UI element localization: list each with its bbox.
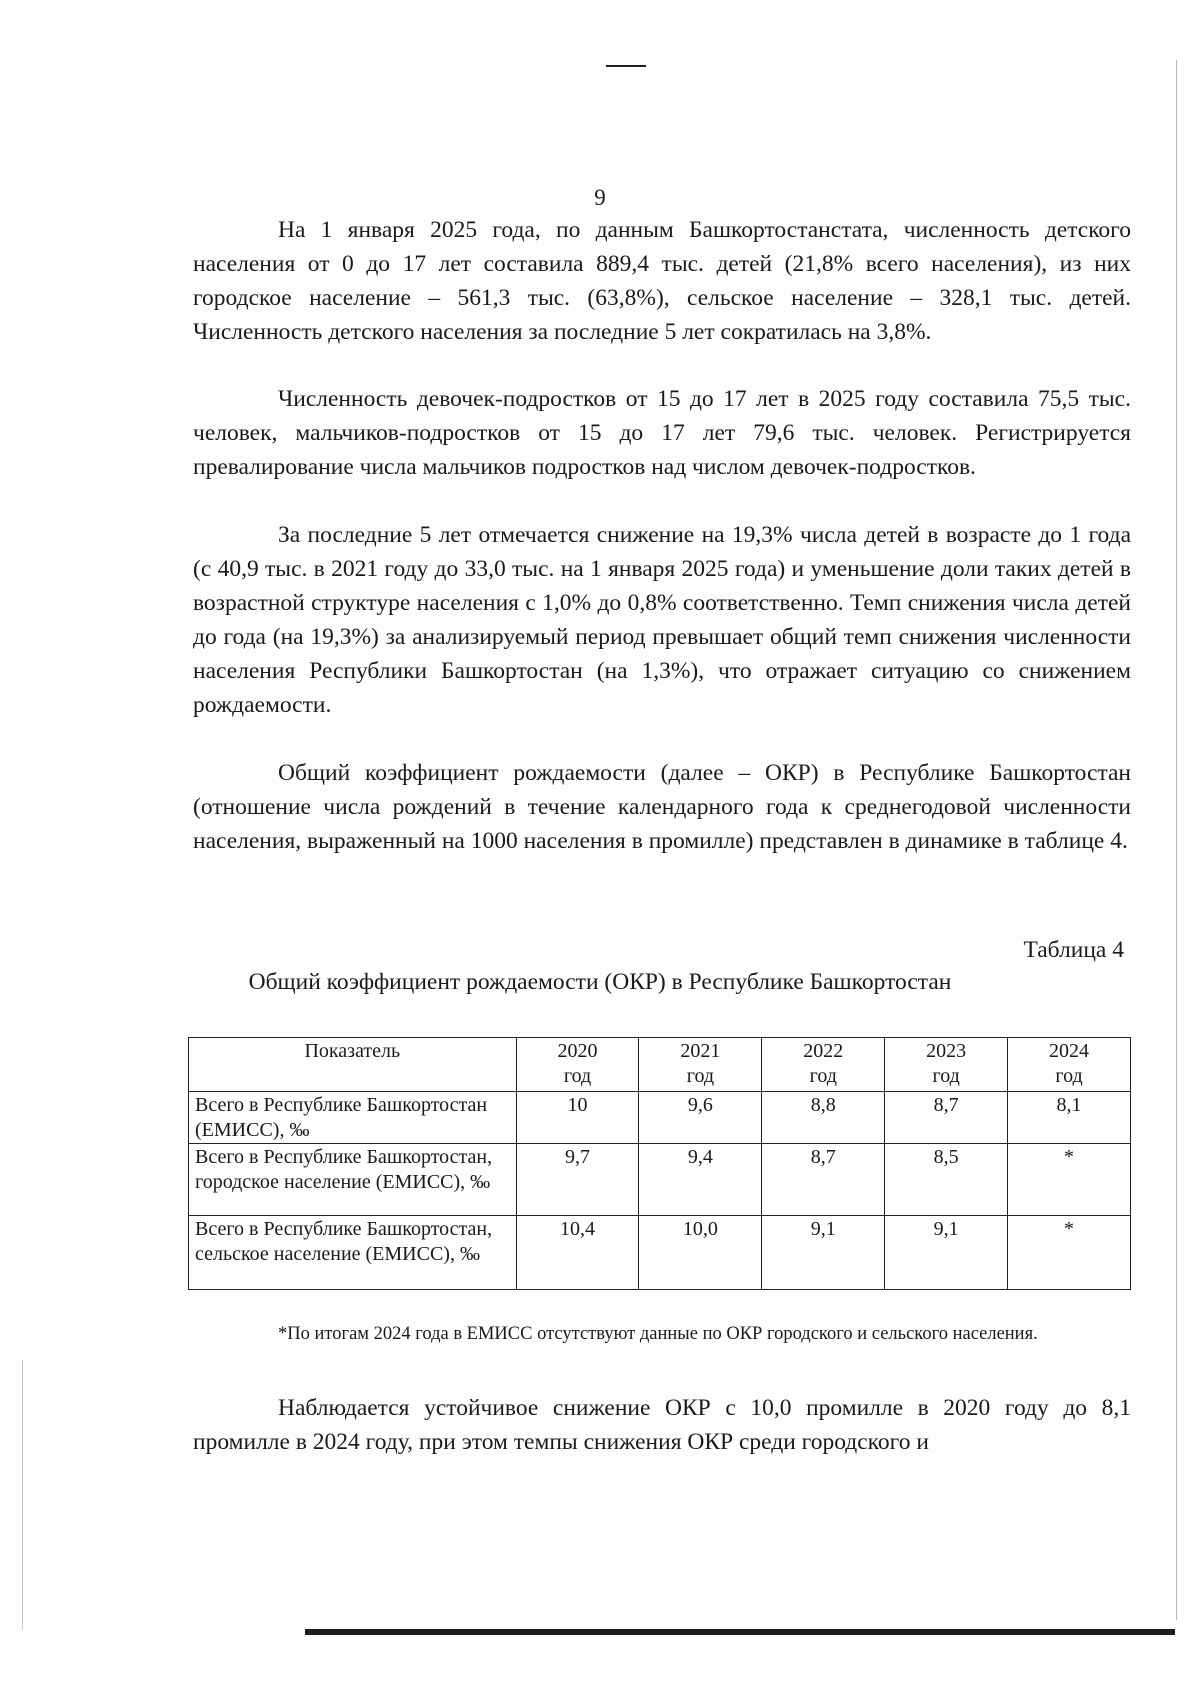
cell-value: 9,4	[639, 1144, 762, 1216]
cell-value: 8,1	[1008, 1092, 1131, 1144]
birth-rate-table	[188, 1037, 1131, 1290]
header-year: 2024 год	[1008, 1038, 1131, 1092]
header-year: 2021 год	[639, 1038, 762, 1092]
header-year: 2020 год	[516, 1038, 639, 1092]
cell-value: 9,7	[516, 1144, 639, 1216]
table-row	[189, 1144, 1131, 1216]
cell-value: 9,1	[885, 1216, 1008, 1290]
table-label: Таблица 4	[1023, 937, 1124, 963]
table-header-row	[189, 1038, 1131, 1092]
cell-value: *	[1008, 1216, 1131, 1290]
scan-bottom-bar	[305, 1629, 1175, 1635]
paragraph-adolescents: Численность девочек-подростков от 15 до 17 лет в 2025 году составила 75,5 тыс. человек, мальчиков-подростков от 15 до 17 лет 79,6 тыс. человек. Регистрируется превалирование числа мальчиков подростков над числом девочек-подростков.	[193, 386, 1131, 480]
row-label: Всего в Республике Башкортостан (ЕМИСС), ‰	[189, 1092, 517, 1144]
cell-value: 10,4	[516, 1216, 639, 1290]
row-label: Всего в Республике Башкортостан, сельское население (ЕМИСС), ‰	[189, 1216, 517, 1290]
table-row	[189, 1092, 1131, 1144]
cell-value: 8,8	[762, 1092, 885, 1144]
cell-value: 10,0	[639, 1216, 762, 1290]
table-row	[189, 1216, 1131, 1290]
table-footnote: *По итогам 2024 года в ЕМИСС отсутствуют данные по ОКР городского и сельского населения.	[278, 1324, 1038, 1344]
header-indicator: Показатель	[189, 1038, 517, 1092]
header-year: 2022 год	[762, 1038, 885, 1092]
page-number: 9	[594, 185, 606, 210]
top-rule	[606, 65, 646, 67]
header-year: 2023 год	[885, 1038, 1008, 1092]
cell-value: 8,7	[885, 1092, 1008, 1144]
cell-value: 10	[516, 1092, 639, 1144]
paragraph-infant-decline: За последние 5 лет отмечается снижение на 19,3% числа детей в возрасте до 1 года (с 40,9 тыс. в 2021 году до 33,0 тыс. на 1 января 2025 года) и уменьшение доли таких детей в возрастной структуре населения с 1,0% до 0,8% соответственно. Темп снижения числа детей до года (на 19,3%) за анализируемый период превышает общий темп снижения численности населения Республики Башкортостан (на 1,3%), что отражает ситуацию со снижением рождаемости.	[193, 522, 1131, 718]
cell-value: 8,7	[762, 1144, 885, 1216]
cell-value: 8,5	[885, 1144, 1008, 1216]
paragraph-birth-rate-intro: Общий коэффициент рождаемости (далее – ОКР) в Республике Башкортостан (отношение числа рождений в течение календарного года к среднегодовой численности населения, выраженный на 1000 населения в промилле) представлен в динамике в таблице 4.	[193, 760, 1131, 854]
paragraph-child-population: На 1 января 2025 года, по данным Башкортостанстата, численность детского населения от 0 до 17 лет составила 889,4 тыс. детей (21,8% всего населения), из них городское население – 561,3 тыс. (63,8%), сельское население – 328,1 тыс. детей. Численность детского населения за последние 5 лет сократилась на 3,8%.	[193, 217, 1131, 345]
row-label: Всего в Республике Башкортостан, городское население (ЕМИСС), ‰	[189, 1144, 517, 1216]
cell-value: *	[1008, 1144, 1131, 1216]
table-title: Общий коэффициент рождаемости (ОКР) в Республике Башкортостан	[248, 969, 952, 995]
cell-value: 9,6	[639, 1092, 762, 1144]
scan-edge-left	[22, 1360, 23, 1630]
cell-value: 9,1	[762, 1216, 885, 1290]
scan-edge-right	[1176, 60, 1177, 1620]
paragraph-birth-rate-trend: Наблюдается устойчивое снижение ОКР с 10,0 промилле в 2020 году до 8,1 промилле в 2024 году, при этом темпы снижения ОКР среди городского и	[193, 1395, 1131, 1455]
